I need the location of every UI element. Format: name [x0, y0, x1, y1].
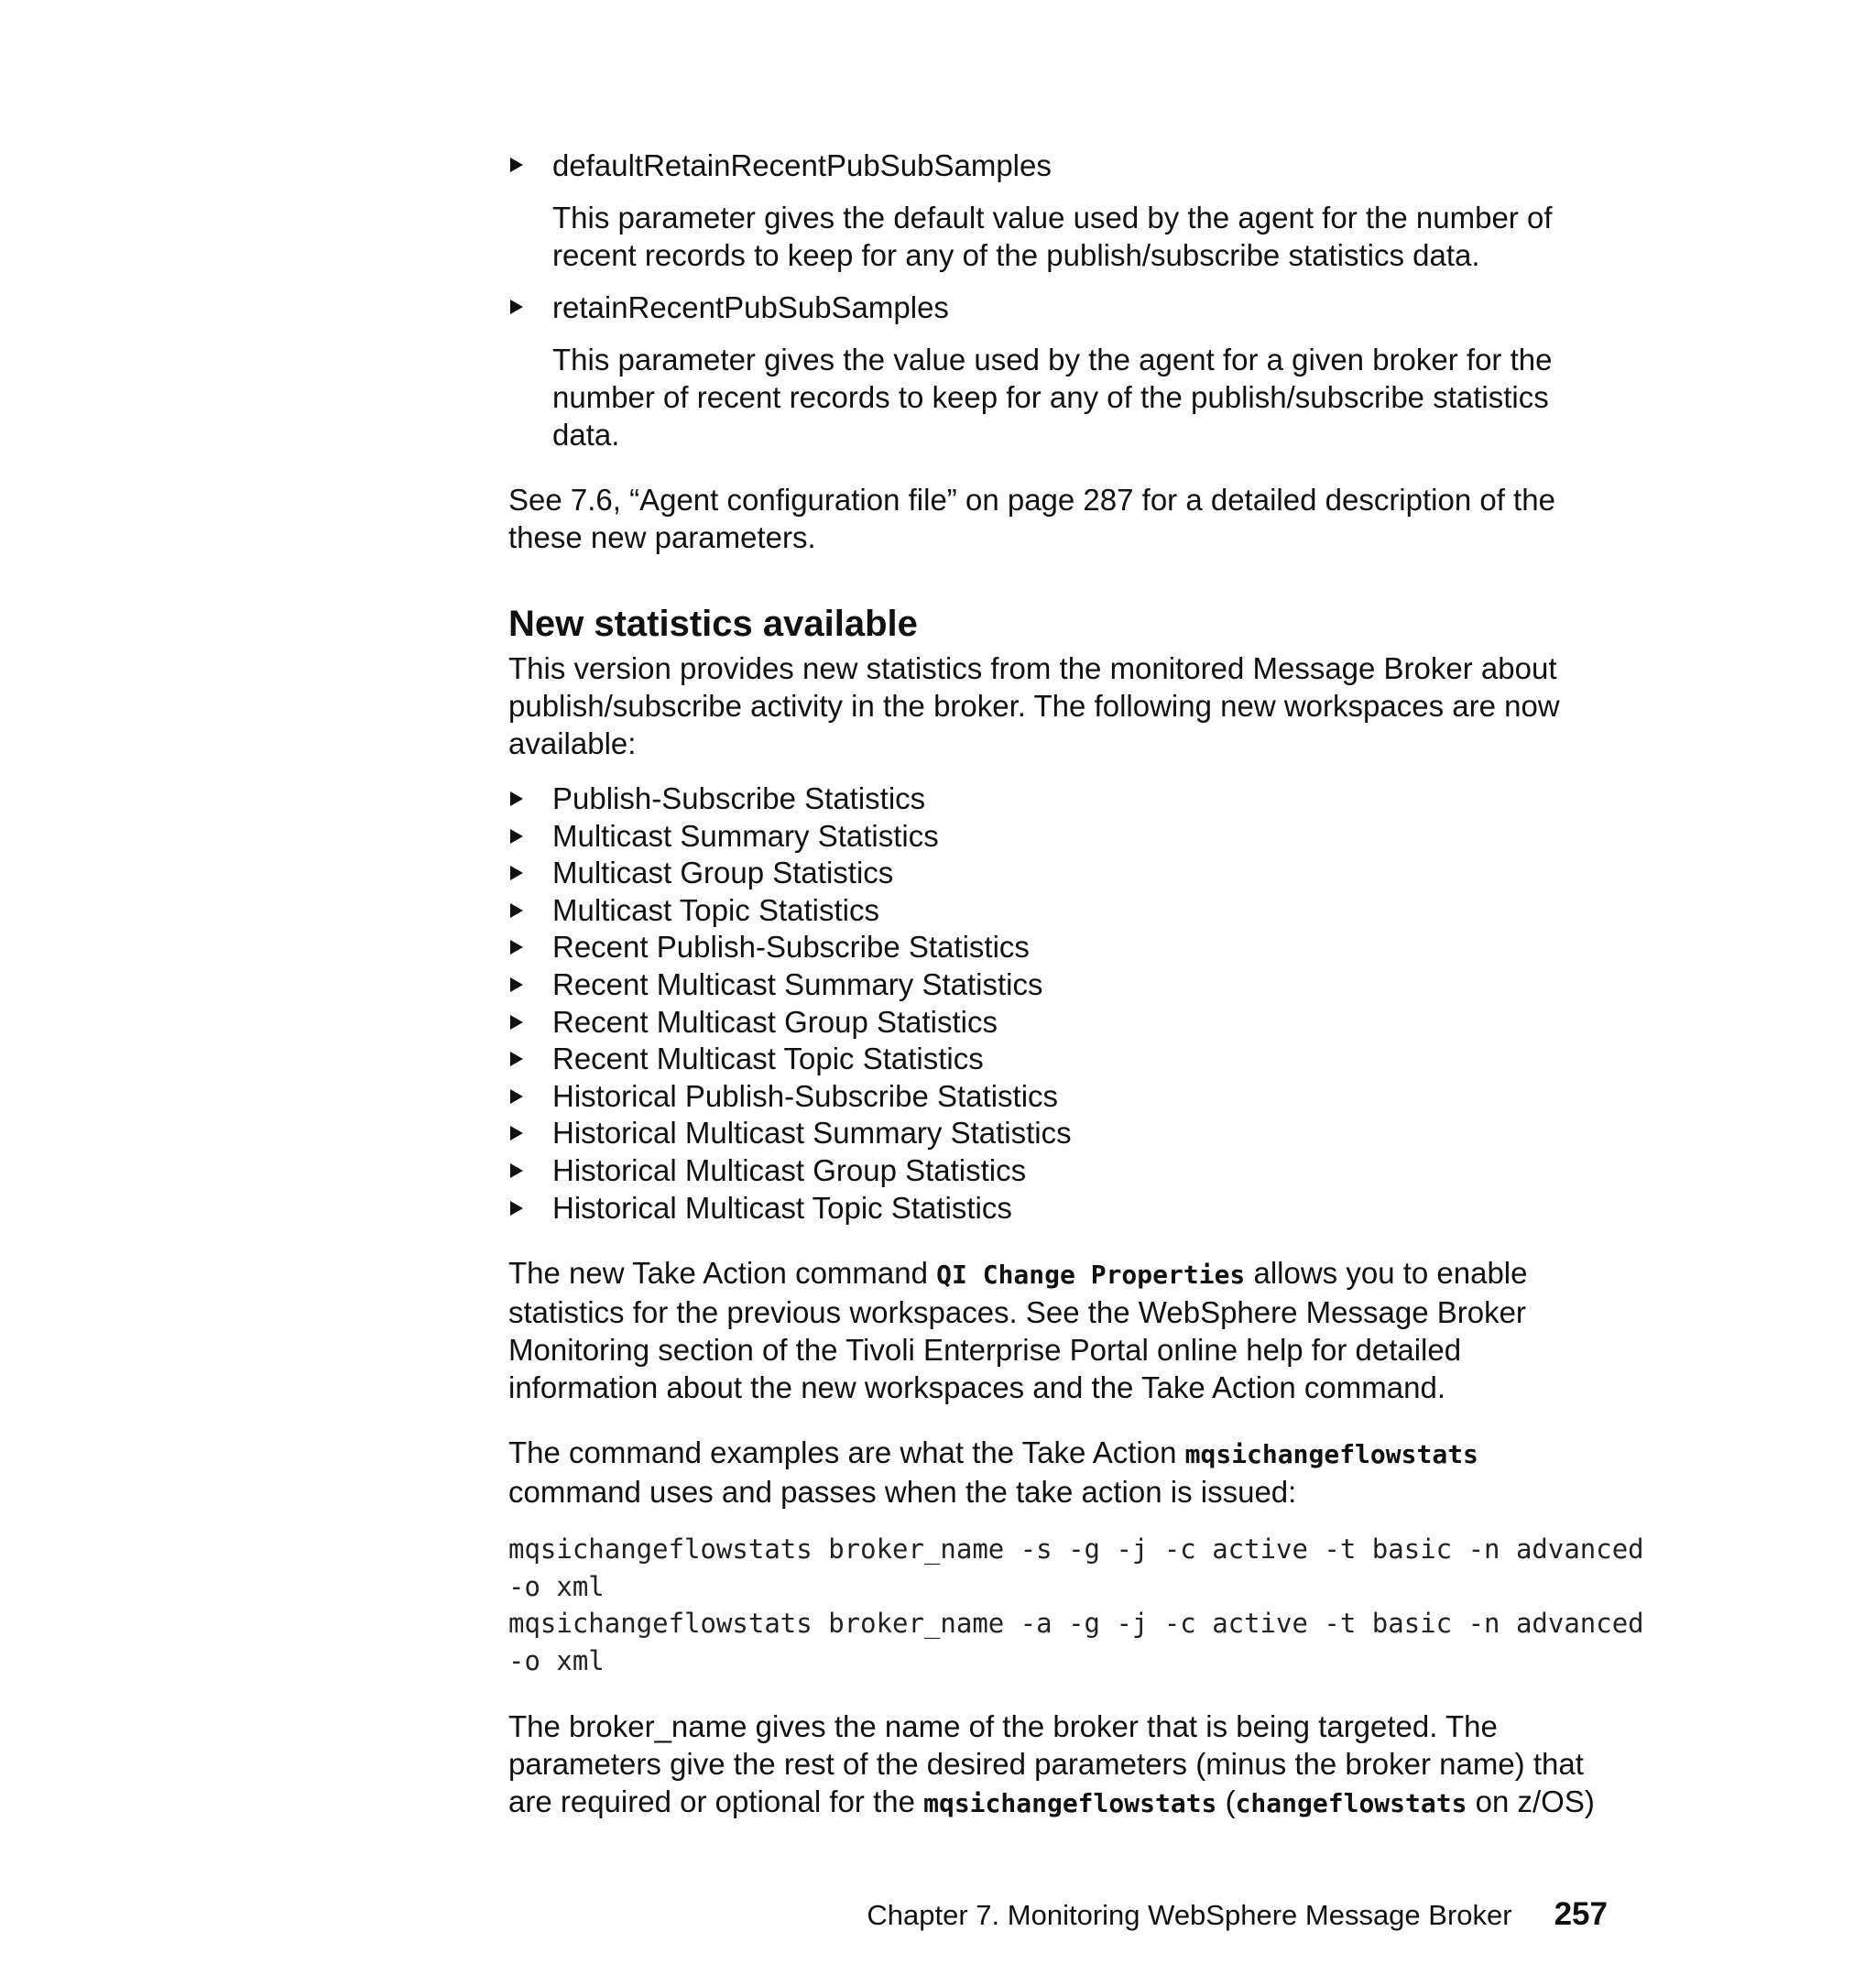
triangle-bullet-icon	[510, 1052, 523, 1066]
workspace-list-item	[508, 855, 1608, 892]
workspace-name: Recent Multicast Summary Statistics	[552, 966, 1043, 1001]
code-line: -o xml	[508, 1644, 605, 1676]
see-reference: See 7.6, “Agent configuration file” on page 287 for a detailed description of the these new parameters.	[508, 483, 1555, 554]
code-example-block	[508, 1531, 1644, 1679]
triangle-bullet-icon	[510, 866, 523, 880]
paragraph-text: on z/OS)	[1467, 1784, 1595, 1818]
triangle-bullet-icon	[510, 829, 523, 844]
examples-intro-paragraph	[508, 1434, 1608, 1511]
section-heading: New statistics available	[508, 604, 918, 644]
page-footer	[0, 1896, 1608, 1934]
workspace-list-item	[508, 966, 1608, 1004]
workspace-name: Historical Multicast Topic Statistics	[552, 1190, 1012, 1225]
parameter-item	[508, 147, 1608, 274]
page-content	[508, 147, 1644, 1822]
workspace-name: Multicast Group Statistics	[552, 856, 894, 890]
take-action-paragraph	[508, 1254, 1608, 1406]
triangle-bullet-icon	[510, 791, 523, 806]
paragraph-text: The broker_name gives the name of the broker that is being targeted. The parameters give the rest of the desired parameters (minus the broker name) that are required or optional for the	[508, 1708, 1584, 1818]
triangle-bullet-icon	[510, 1089, 523, 1104]
command-name: QI Change Properties	[936, 1260, 1246, 1291]
parameter-name: defaultRetainRecentPubSubSamples	[552, 148, 1052, 182]
code-line: mqsichangeflowstats broker_name -s -g -j -c active -t basic -n advanced	[508, 1533, 1644, 1566]
triangle-bullet-icon	[510, 1126, 523, 1140]
bullet-item	[508, 147, 1608, 184]
workspace-name: Multicast Topic Statistics	[552, 892, 880, 927]
intro-paragraph: This version provides new statistics from the monitored Message Broker about publish/subscribe activity in the broker. The following new workspaces are now available:	[508, 651, 1560, 760]
command-name: mqsichangeflowstats	[1184, 1439, 1478, 1470]
command-name: mqsichangeflowstats	[923, 1787, 1217, 1818]
parameter-description: This parameter gives the value used by the agent for a given broker for the number of recent records to keep for any of the publish/subscribe statistics data.	[552, 343, 1553, 452]
workspace-name: Historical Publish-Subscribe Statistics	[552, 1078, 1059, 1113]
workspace-list-item	[508, 1004, 1608, 1042]
workspace-list-item	[508, 1152, 1608, 1190]
workspace-name: Publish-Subscribe Statistics	[552, 781, 926, 815]
bullet-item	[508, 289, 1608, 326]
workspace-name: Historical Multicast Summary Statistics	[552, 1116, 1072, 1151]
triangle-bullet-icon	[510, 158, 523, 172]
triangle-bullet-icon	[510, 1163, 523, 1178]
code-line: -o xml	[508, 1570, 605, 1602]
paragraph-text: The new Take Action command	[508, 1256, 937, 1291]
paragraph-text: The command examples are what the Take Action	[508, 1435, 1185, 1470]
workspace-name: Recent Multicast Group Statistics	[552, 1004, 998, 1039]
workspace-name: Recent Multicast Topic Statistics	[552, 1042, 984, 1076]
workspace-list-item	[508, 1041, 1608, 1078]
triangle-bullet-icon	[510, 300, 523, 314]
triangle-bullet-icon	[510, 1201, 523, 1216]
parameter-name: retainRecentPubSubSamples	[552, 290, 949, 324]
workspace-list-item	[508, 818, 1608, 856]
triangle-bullet-icon	[510, 1015, 523, 1030]
parameter-item	[508, 289, 1608, 453]
broker-name-paragraph	[508, 1708, 1608, 1822]
paragraph-text: allows you to enable statistics for the previous workspaces. See the WebSphere Message Broker Monitoring section of the Tivoli Enterprise Portal online help for detailed information about the new workspaces and the Take Action command.	[508, 1256, 1528, 1405]
workspace-list-item	[508, 1115, 1608, 1152]
command-name: changeflowstats	[1235, 1787, 1467, 1818]
workspace-list-item	[508, 1078, 1608, 1116]
paragraph-text: command uses and passes when the take action is issued:	[508, 1475, 1297, 1510]
workspace-list-item	[508, 929, 1608, 966]
triangle-bullet-icon	[510, 940, 523, 955]
code-line: mqsichangeflowstats broker_name -a -g -j -c active -t basic -n advanced	[508, 1608, 1644, 1640]
workspace-list-item	[508, 780, 1608, 818]
page-number: 257	[1554, 1896, 1608, 1932]
parameter-description: This parameter gives the default value used by the agent for the number of recent records to keep for any of the publish/subscribe statistics data.	[552, 201, 1553, 272]
triangle-bullet-icon	[510, 903, 523, 918]
workspace-name: Multicast Summary Statistics	[552, 818, 939, 853]
workspace-name: Historical Multicast Group Statistics	[552, 1152, 1027, 1187]
chapter-title: Chapter 7. Monitoring WebSphere Message Broker	[867, 1899, 1512, 1931]
workspace-list-item	[508, 1190, 1608, 1228]
paragraph-text: (	[1216, 1784, 1236, 1818]
workspace-list-item	[508, 892, 1608, 930]
workspace-list	[508, 780, 1608, 1227]
triangle-bullet-icon	[510, 977, 523, 992]
workspace-name: Recent Publish-Subscribe Statistics	[552, 930, 1030, 965]
